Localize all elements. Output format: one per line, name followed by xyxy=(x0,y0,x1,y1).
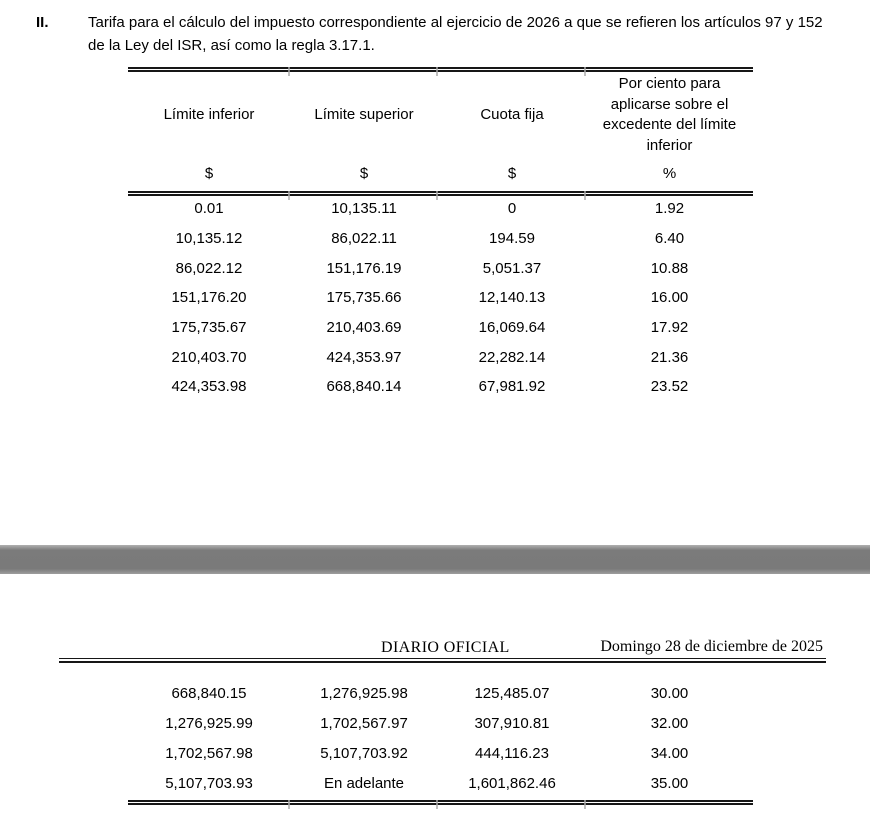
table-cell: 16.00 xyxy=(650,289,689,307)
table-cell: 151,176.19 xyxy=(326,259,402,277)
table-cell: 30.00 xyxy=(650,684,689,702)
page-break-band xyxy=(0,545,870,574)
table-row xyxy=(128,342,753,372)
table-cell: 34.00 xyxy=(650,744,689,762)
table-row xyxy=(128,678,753,708)
column-joint xyxy=(584,800,586,809)
table-row xyxy=(128,738,753,768)
table-cell: 424,353.97 xyxy=(326,348,402,366)
section-intro-text: Tarifa para el cálculo del impuesto correspondiente al ejercicio de 2026 a que se refieren los artículos 97 y 152 de la Ley del ISR, así como la regla 3.17.1. xyxy=(88,14,823,54)
table-row xyxy=(128,283,753,313)
column-joint xyxy=(288,800,290,809)
running-head-rule xyxy=(59,658,826,663)
table-cell: 668,840.15 xyxy=(171,684,247,702)
table-units-row xyxy=(128,162,753,184)
table-cell: 210,403.69 xyxy=(326,319,402,337)
table-cell: 175,735.66 xyxy=(326,289,402,307)
table-row xyxy=(128,194,753,224)
table-cell: 424,353.98 xyxy=(171,378,247,396)
table-header-row xyxy=(128,72,753,158)
section-marker: II. xyxy=(36,14,49,31)
table-cell: 35.00 xyxy=(650,774,689,792)
journal-date: Domingo 28 de diciembre de 2025 xyxy=(600,638,823,655)
table-cell: 86,022.11 xyxy=(331,230,397,248)
table-cell: 210,403.70 xyxy=(171,348,247,366)
table-cell: 86,022.12 xyxy=(175,259,243,277)
column-joint xyxy=(436,800,438,809)
table-cell: 16,069.64 xyxy=(478,319,546,337)
table-cell: En adelante xyxy=(323,774,405,792)
table-cell: 668,840.14 xyxy=(326,378,402,396)
table-body-page2 xyxy=(128,678,753,798)
column-header-cuota-fija: Cuota fija xyxy=(480,105,544,123)
table-cell: 5,107,703.93 xyxy=(165,774,253,792)
table-row xyxy=(128,313,753,343)
table-cell: 67,981.92 xyxy=(478,378,546,396)
table-cell: 1,276,925.99 xyxy=(165,714,253,732)
table-body-page1 xyxy=(128,194,753,402)
table-cell: 1,601,862.46 xyxy=(468,774,556,792)
table-cell: 1.92 xyxy=(654,200,685,218)
table-cell: 194.59 xyxy=(489,230,535,248)
unit-percent: % xyxy=(662,164,677,182)
unit-pesos: $ xyxy=(204,164,214,182)
table-cell: 1,276,925.98 xyxy=(320,684,408,702)
table-cell: 17.92 xyxy=(650,319,689,337)
table-cell: 5,051.37 xyxy=(482,259,542,277)
table-cell: 5,107,703.92 xyxy=(320,744,408,762)
table-cell: 23.52 xyxy=(650,378,689,396)
table-cell: 12,140.13 xyxy=(478,289,546,307)
table-cell: 125,485.07 xyxy=(474,684,550,702)
table-cell: 10,135.11 xyxy=(331,200,397,218)
table-row xyxy=(128,708,753,738)
column-header-limite-inferior: Límite inferior xyxy=(163,105,255,123)
table-cell: 0 xyxy=(507,200,517,218)
journal-title: DIARIO OFICIAL xyxy=(381,639,510,656)
table-cell: 21.36 xyxy=(650,348,689,366)
table-cell: 10,135.12 xyxy=(175,230,243,248)
table-cell: 6.40 xyxy=(654,230,685,248)
table-bottom-rule xyxy=(128,800,753,805)
table-cell: 10.88 xyxy=(650,259,689,277)
table-cell: 151,176.20 xyxy=(171,289,247,307)
column-header-limite-superior: Límite superior xyxy=(314,105,414,123)
table-cell: 0.01 xyxy=(194,200,224,218)
table-cell: 307,910.81 xyxy=(474,714,550,732)
table-row xyxy=(128,253,753,283)
table-cell: 1,702,567.98 xyxy=(165,744,253,762)
table-row xyxy=(128,372,753,402)
table-cell: 32.00 xyxy=(650,714,689,732)
table-row xyxy=(128,768,753,798)
table-cell: 22,282.14 xyxy=(478,348,546,366)
table-cell: 444,116.23 xyxy=(475,744,549,762)
table-row xyxy=(128,224,753,254)
table-cell: 1,702,567.97 xyxy=(320,714,408,732)
unit-pesos: $ xyxy=(359,164,369,182)
unit-pesos: $ xyxy=(507,164,517,182)
table-cell: 175,735.67 xyxy=(171,319,247,337)
column-header-por-ciento: Por ciento para aplicarse sobre el excedente del límite inferior xyxy=(602,75,737,154)
